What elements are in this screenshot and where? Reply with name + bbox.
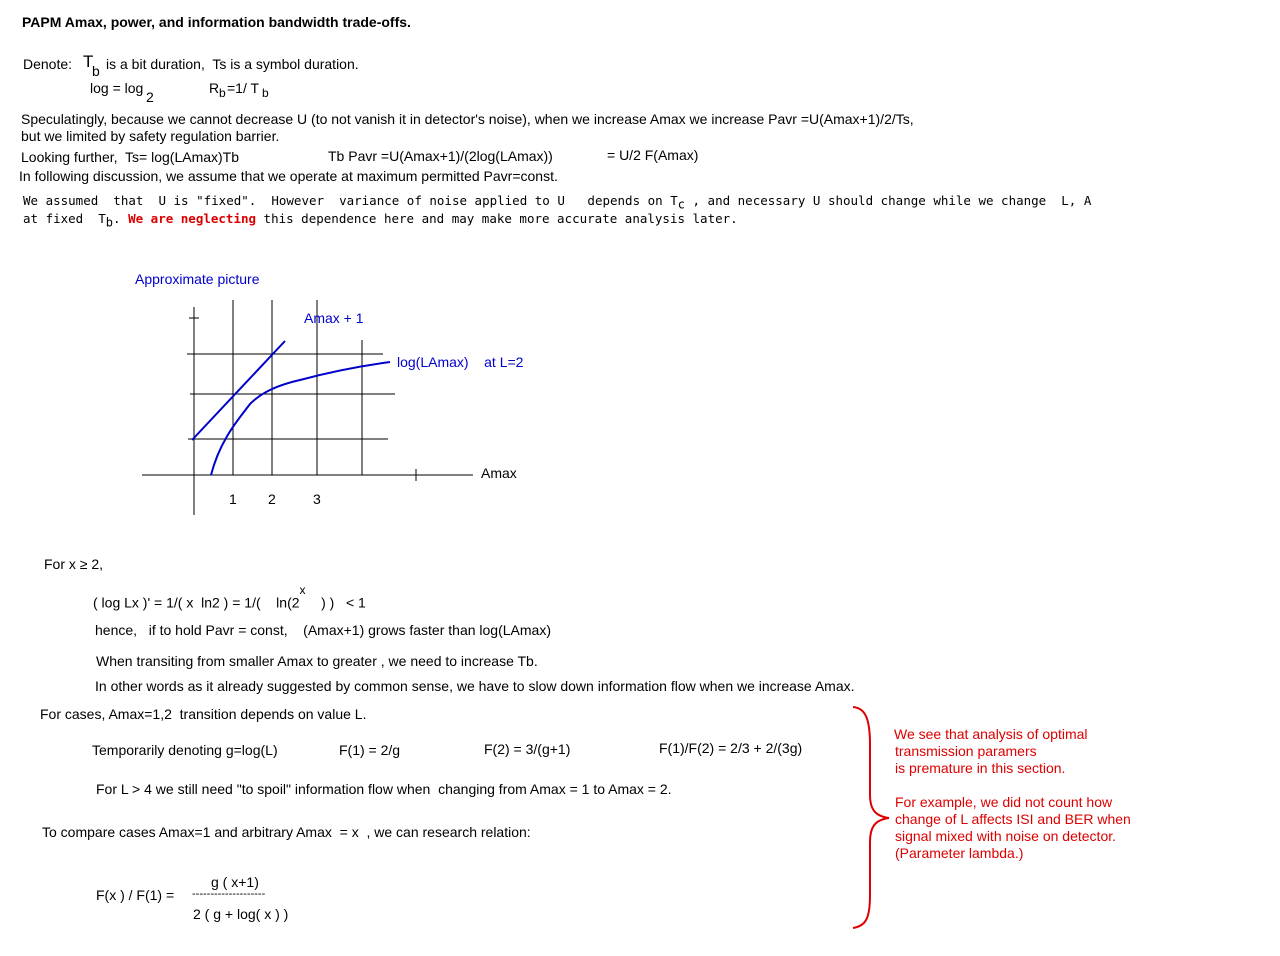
- fx-ratio-lhs: F(x ) / F(1) =: [96, 887, 175, 903]
- note-line-5: change of L affects ISI and BER when: [895, 811, 1131, 827]
- note-line-3: is premature in this section.: [895, 760, 1066, 776]
- graph-title: Approximate picture: [135, 271, 260, 287]
- fx-ratio-bar: --------------------: [192, 888, 266, 900]
- f1-over-f2-equation: F(1)/F(2) = 2/3 + 2/(3g): [659, 740, 803, 756]
- speculation-line-1: Speculatingly, because we cannot decrease U (to not vanish it in detector's noise), when we increase Amax we increase Pavr =U(Amax+1)/2/Ts,: [21, 111, 914, 127]
- fx-ratio-denominator: 2 ( g + log( x ) ): [193, 906, 289, 922]
- rb-subscript: b: [219, 86, 226, 100]
- temp-denote: Temporarily denoting g=log(L): [92, 742, 278, 758]
- assumption-line-2: at fixed $T_b$. We are neglecting this dependence here and may make more accurate analysis later.: [23, 211, 738, 230]
- page-title: PAPM Amax, power, and information bandwidth trade-offs.: [22, 14, 411, 30]
- note-line-7: (Parameter lambda.): [895, 845, 1024, 861]
- denote-label: Denote:: [23, 56, 73, 72]
- note-line-2: transmission paramers: [895, 743, 1037, 759]
- tb-definition: is a bit duration, Ts is a symbol duration.: [106, 56, 359, 72]
- note-line-1: We see that analysis of optimal: [894, 726, 1088, 742]
- for-x-condition: For x ≥ 2,: [44, 556, 104, 572]
- transit-statement: When transiting from smaller Amax to greater , we need to increase Tb.: [96, 653, 538, 669]
- f-amax-equation: = U/2 F(Amax): [607, 147, 699, 163]
- f1-equation: F(1) = 2/g: [339, 742, 401, 758]
- other-words-statement: In other words as it already suggested by common sense, we have to slow down information flow when we increase Amax.: [95, 678, 855, 694]
- note-line-4: For example, we did not count how: [895, 794, 1113, 810]
- log-definition: log = log: [90, 80, 144, 96]
- rb-tb-subscript: b: [262, 86, 269, 100]
- note-line-6: signal mixed with noise on detector.: [895, 828, 1117, 844]
- rb-symbol: R: [209, 80, 220, 96]
- derivative-equation: ( log Lx )' = 1/( x ln2 ) = 1/( ln(2$^x$ ) ) < 1: [93, 583, 366, 611]
- cases-statement: For cases, Amax=1,2 transition depends on value L.: [40, 706, 367, 722]
- speculation-line-2: but we limited by safety regulation barrier.: [21, 128, 280, 144]
- spoil-statement: For L > 4 we still need "to spoil" information flow when changing from Amax = 1 to Amax = 2.: [96, 781, 672, 797]
- looking-further: Looking further, Ts= log(LAmax)Tb: [21, 149, 240, 165]
- tb-subscript: b: [92, 63, 100, 79]
- neglecting-highlight: We are neglecting: [128, 211, 257, 226]
- x-tick-label-1: 1: [229, 491, 237, 507]
- assumption-pavr-const: In following discussion, we assume that we operate at maximum permitted Pavr=const.: [19, 168, 558, 184]
- x-axis-label: Amax: [481, 465, 517, 481]
- rb-equation: =1/ T: [227, 80, 260, 96]
- tb-symbol: T: [83, 52, 94, 71]
- f2-equation: F(2) = 3/(g+1): [484, 741, 571, 757]
- assumption-line-1: We assumed that U is "fixed". However variance of noise applied to U depends on $T_c$ , and necessary U should change while we change L, A: [23, 193, 1092, 212]
- x-tick-label-2: 2: [268, 491, 276, 507]
- curve-label-log-lamax: log(LAmax) at L=2: [397, 354, 524, 370]
- compare-statement: To compare cases Amax=1 and arbitrary Amax = x , we can research relation:: [42, 824, 531, 840]
- curve-label-amax-plus-one: Amax + 1: [304, 310, 364, 326]
- log-base: 2: [146, 89, 154, 105]
- hence-statement: hence, if to hold Pavr = const, (Amax+1) grows faster than log(LAmax): [95, 622, 551, 638]
- x-tick-label-3: 3: [313, 491, 321, 507]
- fx-ratio-numerator: g ( x+1): [211, 874, 259, 890]
- tb-pavr-equation: Tb Pavr =U(Amax+1)/(2log(LAmax)): [328, 148, 553, 164]
